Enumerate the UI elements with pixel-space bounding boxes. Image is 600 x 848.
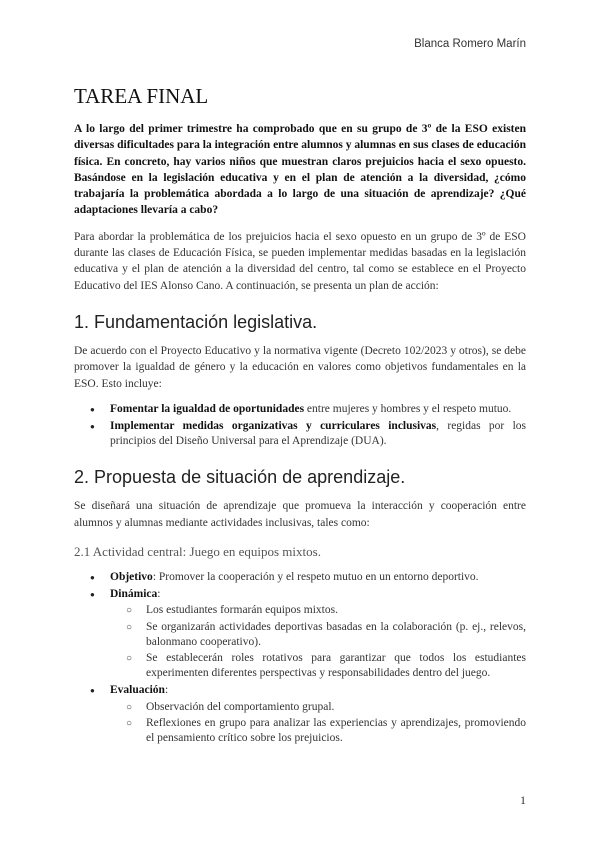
list-item-bold: Fomentar la igualdad de oportunidades [110, 402, 305, 415]
dinamica-item [110, 587, 526, 681]
list-item-bold: Implementar medidas organizativas y curriculares inclusivas [110, 420, 437, 433]
subsection-2-1-heading: 2.1 Actividad central: Juego en equipos mixtos. [74, 544, 321, 560]
objetivo-text: : Promover la cooperación y el respeto mutuo en un entorno deportivo. [152, 571, 479, 584]
task-question: A lo largo del primer trimestre ha comprobado que en su grupo de 3º de la ESO existen diversas dificultades para la integración entre alumnos y alumnas en sus clases de educación física. En concreto, hay varios niños que muestran claros prejuicios hacia el sexo opuesto. Basándose en la legislación educativa y en el plan de atención a la diversidad, ¿cómo trabajaría la problemática abordada a lo largo de una situación de aprendizaje? ¿Qué adaptaciones llevaría a cabo? [74, 123, 526, 217]
dinamica-sublist [110, 603, 526, 681]
document-title: TAREA FINAL [74, 84, 209, 108]
section-1-list [74, 402, 526, 450]
section-1-paragraph: De acuerdo con el Proyecto Educativo y la normativa vigente (Decreto 102/2023 y otros), se debe promover la igualdad de género y la educación en valores como objetivos fundamentales en la ESO. Esto incluye: [74, 344, 526, 390]
document-body [74, 84, 526, 748]
section-1-heading: 1. Fundamentación legislativa. [74, 311, 318, 332]
list-item: ○ Los estudiantes formarán equipos mixtos. [146, 603, 526, 618]
list-item-text: , regidas por los principios del Diseño Universal para el Aprendizaje (DUA). [110, 420, 526, 448]
list-item [110, 402, 526, 417]
list-item: ○ Se establecerán roles rotativos para garantizar que todos los estudiantes experimenten diferentes perspectivas y responsabilidades dentro del juego. [146, 651, 526, 681]
section-2-heading: 2. Propuesta de situación de aprendizaje. [74, 467, 406, 488]
evaluacion-label: Evaluación [110, 684, 165, 697]
page-number: 1 [520, 793, 526, 807]
evaluacion-sublist [110, 700, 526, 747]
objetivo-label: Objetivo [110, 571, 153, 584]
evaluacion-colon: : [164, 684, 169, 697]
list-item: ○ Se organizarán actividades deportivas basadas en la colaboración (p. ej., relevos, balonmano cooperativo). [146, 620, 526, 650]
intro-paragraph: Para abordar la problemática de los prejuicios hacia el sexo opuesto en un grupo de 3º de ESO durante las clases de Educación Física, se pueden implementar medidas basadas en la legislación educativa y el plan de atención a la diversidad del centro, tal como se establece en el Proyecto Educativo del IES Alonso Cano. A continuación, se presenta un plan de acción: [74, 230, 526, 292]
dinamica-label: Dinámica [110, 588, 158, 601]
objetivo-item [110, 570, 526, 585]
dinamica-colon: : [157, 588, 161, 601]
evaluacion-item [110, 683, 526, 746]
list-item: ○ Observación del comportamiento grupal. [146, 700, 526, 715]
activity-list [74, 570, 526, 746]
list-item [110, 419, 526, 449]
section-2-paragraph: Se diseñará una situación de aprendizaje que promueva la interacción y cooperación entre alumnos y alumnas mediante actividades inclusivas, tales como: [74, 500, 526, 529]
list-item: ○ Reflexiones en grupo para analizar las experiencias y aprendizajes, promoviendo el pensamiento crítico sobre los prejuicios. [146, 716, 526, 746]
page-header-author: Blanca Romero Marín [414, 38, 526, 50]
list-item-text: entre mujeres y hombres y el respeto mutuo. [304, 402, 512, 415]
